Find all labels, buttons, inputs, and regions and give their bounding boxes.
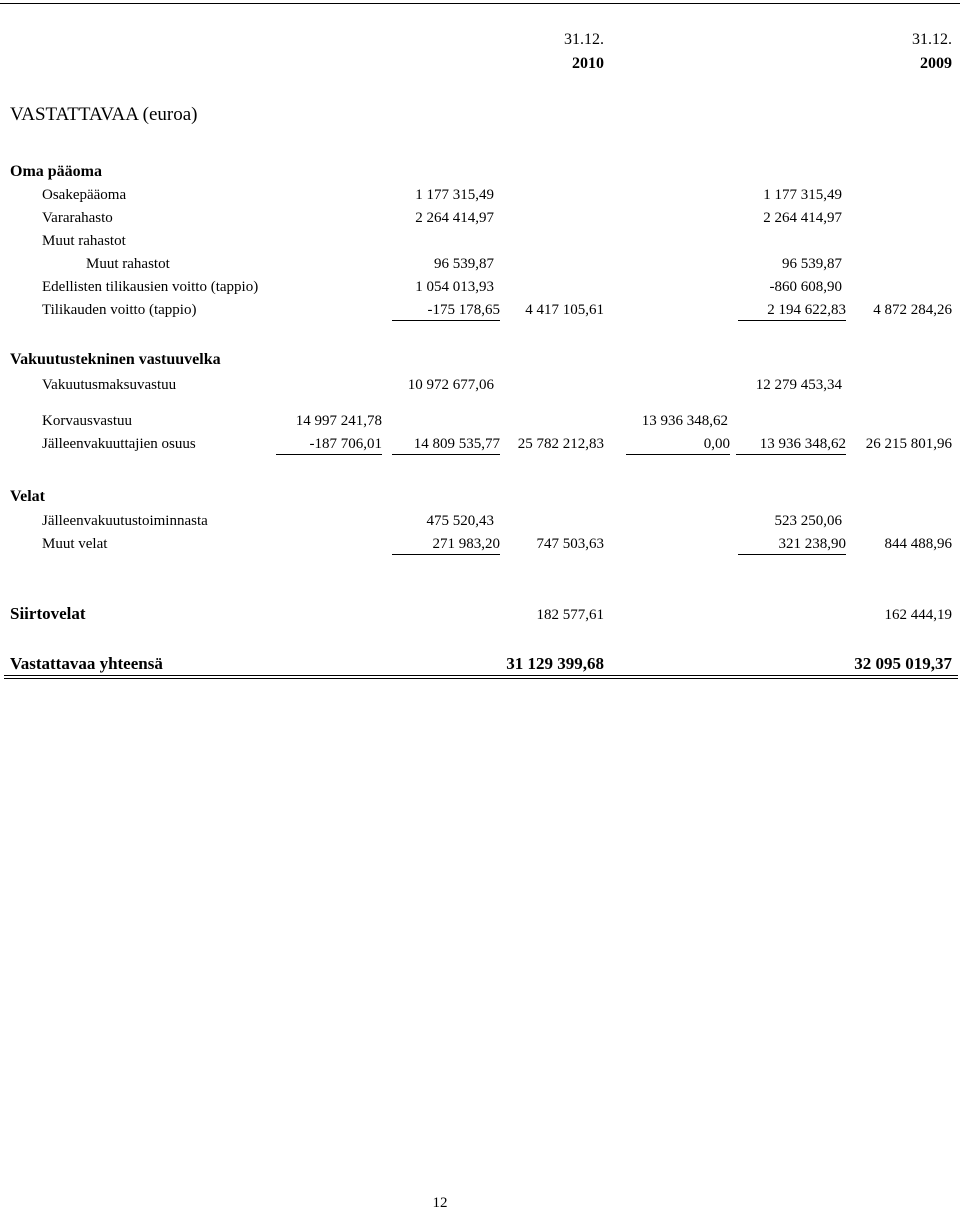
reinsurance-liabilities-2010: 475 520,43 bbox=[426, 513, 494, 529]
share-capital-label: Osakepääoma bbox=[42, 187, 127, 203]
share-capital-2010: 1 177 315,49 bbox=[415, 187, 494, 203]
unearned-premiums-label: Vakuutusmaksuvastuu bbox=[42, 377, 177, 393]
unearned-premiums-2010: 10 972 677,06 bbox=[407, 377, 494, 393]
accruals-total-2009: 162 444,19 bbox=[884, 607, 952, 623]
retained-earnings-label: Edellisten tilikausien voitto (tappio) bbox=[42, 279, 259, 295]
equity-total-2010: 4 417 105,61 bbox=[525, 302, 604, 318]
other-funds-label: Muut rahastot bbox=[86, 256, 170, 272]
reinsurers-share-label: Jälleenvakuuttajien osuus bbox=[42, 436, 196, 452]
header-year-2009: 2009 bbox=[920, 55, 952, 72]
page-title: VASTATTAVAA (euroa) bbox=[10, 104, 198, 125]
other-liabilities-2009: 321 238,90 bbox=[738, 535, 846, 555]
other-liabilities-2010: 271 983,20 bbox=[392, 535, 500, 555]
technical-provisions-heading: Vakuutustekninen vastuuvelka bbox=[10, 351, 221, 368]
header-date-2009: 31.12. bbox=[912, 31, 952, 48]
liabilities-total-2010: 747 503,63 bbox=[536, 536, 604, 552]
top-rule bbox=[0, 3, 960, 4]
header-year-2010: 2010 bbox=[572, 55, 604, 72]
accruals-total-2010: 182 577,61 bbox=[536, 607, 604, 623]
header-date-2010: 31.12. bbox=[564, 31, 604, 48]
technical-provisions-total-2010: 25 782 212,83 bbox=[517, 436, 604, 452]
grand-total-2010: 31 129 399,68 bbox=[506, 654, 604, 673]
equity-total-2009: 4 872 284,26 bbox=[873, 302, 952, 318]
grand-total-rule-bottom bbox=[4, 678, 958, 679]
reserve-fund-label: Vararahasto bbox=[42, 210, 113, 226]
other-funds-group-label: Muut rahastot bbox=[42, 233, 126, 249]
liabilities-heading: Velat bbox=[10, 488, 45, 505]
grand-total-label: Vastattavaa yhteensä bbox=[10, 654, 163, 673]
grand-total-2009: 32 095 019,37 bbox=[854, 654, 952, 673]
accruals-label: Siirtovelat bbox=[10, 604, 86, 623]
claims-outstanding-2010: 14 997 241,78 bbox=[295, 413, 382, 429]
liabilities-total-2009: 844 488,96 bbox=[884, 536, 952, 552]
unearned-premiums-2009: 12 279 453,34 bbox=[755, 377, 842, 393]
claims-outstanding-2009: 13 936 348,62 bbox=[641, 413, 728, 429]
reserve-fund-2010: 2 264 414,97 bbox=[415, 210, 494, 226]
reinsurers-share-2010: -187 706,01 bbox=[276, 435, 382, 455]
reinsurance-liabilities-2009: 523 250,06 bbox=[774, 513, 842, 529]
reserve-fund-2009: 2 264 414,97 bbox=[763, 210, 842, 226]
claims-net-2010: 14 809 535,77 bbox=[392, 435, 500, 455]
retained-earnings-2010: 1 054 013,93 bbox=[415, 279, 494, 295]
technical-provisions-total-2009: 26 215 801,96 bbox=[865, 436, 952, 452]
claims-outstanding-label: Korvausvastuu bbox=[42, 413, 132, 429]
grand-total-rule-top bbox=[4, 675, 958, 676]
other-funds-2010: 96 539,87 bbox=[434, 256, 494, 272]
equity-heading: Oma pääoma bbox=[10, 163, 102, 180]
page-number: 12 bbox=[432, 1195, 448, 1211]
reinsurers-share-2009: 0,00 bbox=[626, 435, 730, 455]
reinsurance-liabilities-label: Jälleenvakuutustoiminnasta bbox=[42, 513, 208, 529]
other-liabilities-label: Muut velat bbox=[42, 536, 108, 552]
profit-for-period-2009: 2 194 622,83 bbox=[738, 301, 846, 321]
profit-for-period-2010: -175 178,65 bbox=[392, 301, 500, 321]
profit-for-period-label: Tilikauden voitto (tappio) bbox=[42, 302, 197, 318]
share-capital-2009: 1 177 315,49 bbox=[763, 187, 842, 203]
claims-net-2009: 13 936 348,62 bbox=[736, 435, 846, 455]
retained-earnings-2009: -860 608,90 bbox=[769, 279, 842, 295]
other-funds-2009: 96 539,87 bbox=[782, 256, 842, 272]
